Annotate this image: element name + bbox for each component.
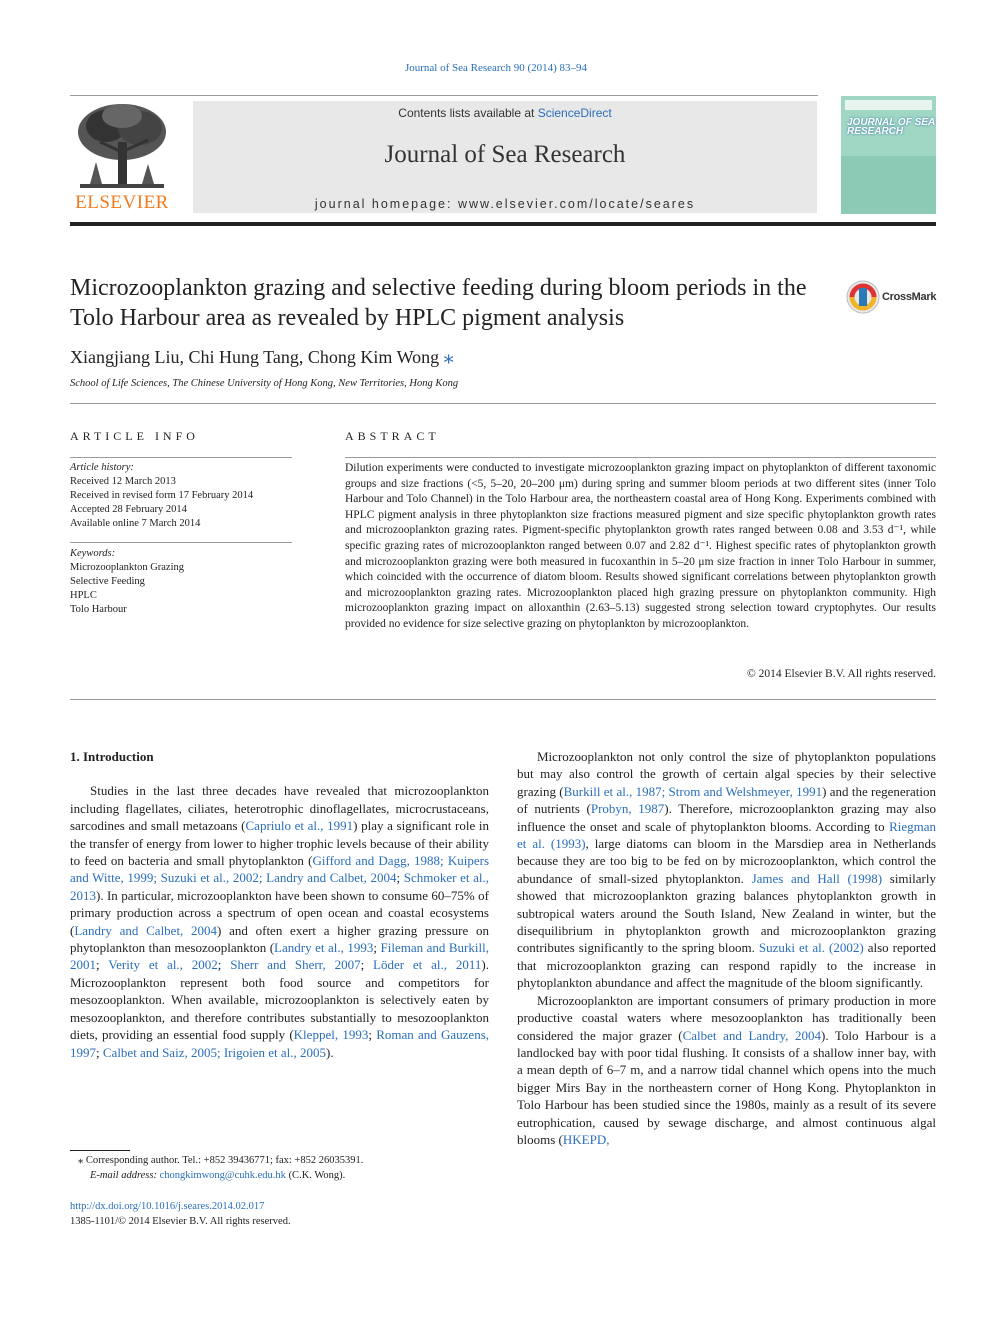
intro-paragraph <box>70 782 489 1061</box>
citation-link[interactable]: Gifford and Dagg, 1988; Kuipers and Witte, 1999; Suzuki et al., 2002; Landry and Calbet, 2004 <box>70 853 490 886</box>
citation-link[interactable]: James and Hall (1998) <box>751 870 883 886</box>
abstract-heading: ABSTRACT <box>345 429 440 443</box>
affiliation: School of Life Sciences, The Chinese University of Hong Kong, New Territories, Hong Kong <box>70 378 459 389</box>
abstract-end-rule <box>70 699 936 700</box>
article-history <box>70 461 292 531</box>
doi-link[interactable]: http://dx.doi.org/10.1016/j.seares.2014.02.017 <box>70 1201 265 1212</box>
keywords-label: Keywords: <box>70 548 116 559</box>
email-label: E-mail address: <box>90 1169 160 1181</box>
crossmark-icon <box>846 280 880 314</box>
elsevier-logo[interactable] <box>70 102 174 214</box>
citation-link[interactable]: Verity et al., 2002 <box>108 957 218 973</box>
elsevier-tree-icon <box>70 102 174 190</box>
homepage-line <box>193 197 817 211</box>
keyword-item: Selective Feeding <box>70 576 145 587</box>
history-online: Available online 7 March 2014 <box>70 518 201 529</box>
paragraph-text: ; <box>396 870 404 886</box>
paragraph-text: ; <box>217 957 231 973</box>
paragraph-text: ; <box>368 1027 377 1043</box>
email-note <box>70 1169 489 1184</box>
journal-reference-link[interactable]: Journal of Sea Research 90 (2014) 83–94 <box>404 62 588 74</box>
paragraph-text: ) play a significant role in the transfer of energy from lower to higher trophic levels because of their ability to feed on bacteria and small phytoplankton ( <box>70 818 489 869</box>
journal-cover-thumbnail[interactable] <box>841 96 936 214</box>
keyword-item: Tolo Harbour <box>70 604 127 615</box>
citation-link[interactable]: Burkill et al., 1987; Strom and Welshmeyer, 1991 <box>563 783 823 799</box>
sciencedirect-link[interactable]: ScienceDirect <box>537 106 612 120</box>
header-top-rule <box>70 95 818 96</box>
paragraph-text: Microzooplankton not only control the size of phytoplankton populations but may also control the growth of certain algal species by their selective grazing ( <box>517 749 936 799</box>
contents-prefix: Contents lists available at <box>398 106 538 120</box>
journal-title: Journal of Sea Research <box>384 141 626 168</box>
paragraph-text: ). In particular, microzooplankton have been shown to consume 60–75% of primary production across a spectrum of open ocean and coastal ecosystems ( <box>70 887 489 938</box>
citation-link[interactable]: Riegman et al. (1993) <box>517 818 936 852</box>
keyword-item: HPLC <box>70 590 97 601</box>
article-info-rule <box>70 457 292 458</box>
citation-link[interactable]: Löder et al., 2011 <box>373 957 482 973</box>
cover-lower-panel <box>841 156 936 214</box>
citation-link[interactable]: Capriulo et al., 1991 <box>245 818 354 834</box>
cover-title: JOURNAL OF SEA RESEARCH <box>847 117 935 137</box>
paragraph-text: ). Microzooplankton represent both food source and competitors for mesozooplankton. When available, microzooplankton is selectively eaten by mesozooplankton, and therefore contributes substantially to mesozooplankton diets, providing an essential food supply ( <box>70 957 489 1043</box>
citation-link[interactable]: Landry and Calbet, 2004 <box>74 922 218 938</box>
intro-paragraph <box>517 992 936 1149</box>
abstract-text: Dilution experiments were conducted to investigate microzooplankton grazing impact on phytoplankton of different taxonomic groups and size fractions (<5, 5–20, 20–200 μm) during spring and summer bloom periods at two different sites (inner Tolo Harbour and Tolo Channel) in the Tolo Harbour area, the northeastern coastal area of Hong Kong. Experiments combined with HPLC pigment analysis in three phytoplankton size fractions measured pigment and size specific phytoplankton growth rates and microzooplankton grazing rates. Pigment-specific phytoplankton growth rates ranged between 0.08 and 3.53 d⁻¹, while specific grazing rates of microzooplankton ranged between 0.07 and 2.82 d⁻¹. Highest specific rates of phytoplankton growth and microzooplankton grazing were both measured in fucoxanthin in 5–20 μm size fraction in inner Tolo Harbour in summer, which coincided with the occurrence of diatom bloom. Results showed significant correlations between phytoplankton growth and microzooplankton grazing rates. Microzooplankton placed high grazing pressure on phytoplankton community. High microzooplankton grazing impact on alloxanthin (2.63–5.13) suggested strong selection toward cryptophytes. Our results provided no evidence for size selective grazing on phytoplankton by microzooplankton. <box>345 462 936 630</box>
history-received: Received 12 March 2013 <box>70 476 176 487</box>
abstract-rule <box>345 457 936 458</box>
paragraph-text: ). Tolo Harbour is a landlocked bay with poor tidal flushing. It consists of a shallow inner bay, with a mean depth of 6–7 m, and a narrow tidal channel which opens into the much bigger Mirs Bay in the northeastern corner of Hong Kong. Phytoplankton in Tolo Harbour has been studied since the 1980s, mainly as a result of its severe eutrophication, caused by sewage discharge, and almost continuous algal blooms ( <box>517 1027 937 1147</box>
history-accepted: Accepted 28 February 2014 <box>70 504 187 515</box>
corresponding-author-text: Corresponding author. Tel.: +852 39436771; fax: +852 26035391. <box>85 1155 364 1166</box>
paragraph-text: ) and often exert a higher grazing pressure on phytoplankton than mesozooplankton ( <box>70 922 489 956</box>
footnote-rule <box>70 1150 130 1151</box>
history-revised: Received in revised form 17 February 2014 <box>70 490 254 501</box>
citation-link[interactable]: Kleppel, 1993 <box>293 1027 369 1043</box>
paragraph-text: ). <box>326 1044 334 1060</box>
footnotes <box>70 1154 489 1183</box>
author-list <box>70 344 454 369</box>
paragraph-text: also reported that microzooplankton grazing can respond rapidly to the increase in phytoplankton abundance and affect the magnitude of the bloom significantly. <box>517 940 936 991</box>
crossmark-label: CrossMark <box>882 291 937 303</box>
crossmark-badge[interactable] <box>846 280 946 316</box>
section-heading-introduction: 1. Introduction <box>70 749 154 764</box>
paragraph-text: Microzooplankton are important consumers of primary production in more productive coastal waters where mesozooplankton has traditionally been considered the major grazer ( <box>517 992 936 1043</box>
citation-link[interactable]: Sherr and Sherr, 2007 <box>230 957 361 973</box>
article-info-heading: ARTICLE INFO <box>70 429 199 443</box>
article-title: Microzooplankton grazing and selective feeding during bloom periods in the Tolo Harbour area as revealed by HPLC pigment analysis <box>70 275 807 331</box>
contents-line <box>193 106 817 120</box>
corresponding-author-mark[interactable]: ⁎ <box>443 346 454 368</box>
citation-link[interactable]: Suzuki et al. (2002) <box>758 940 864 956</box>
abstract-copyright: © 2014 Elsevier B.V. All rights reserved. <box>747 668 936 680</box>
paragraph-text: , large diatoms can bloom in the Marsdiep area in Netherlands because they are too big to be fed on by microzooplankton, which control the abundance of small-sized phytoplankton. <box>517 836 936 886</box>
citation-link[interactable]: Calbet and Saiz, 2005; Irigoien et al., 2005 <box>102 1044 326 1060</box>
paragraph-text: ; <box>360 957 374 973</box>
paragraph-text: ). Therefore, microzooplankton grazing may also influence the onset and scale of phytoplankton blooms. According to <box>517 801 937 834</box>
citation-link[interactable]: HKEPD, <box>562 1131 610 1147</box>
body-column-left <box>70 748 489 1061</box>
history-label: Article history: <box>70 462 134 473</box>
paragraph-text: ; <box>373 940 381 956</box>
homepage-label: journal homepage: <box>314 197 458 211</box>
paragraph-text: ; <box>96 957 109 973</box>
footnote-mark: ⁎ <box>78 1155 84 1166</box>
email-link[interactable]: chongkimwong@cuhk.edu.hk <box>159 1169 286 1181</box>
paragraph-text: ) and the regeneration of nutrients ( <box>517 783 937 817</box>
corresponding-author-note <box>70 1154 489 1169</box>
citation-link[interactable]: Schmoker et al., 2013 <box>70 870 489 903</box>
paragraph-text: ; <box>96 1044 103 1060</box>
header-bottom-rule <box>70 222 936 226</box>
paragraph-text: Studies in the last three decades have revealed that microzooplankton including flagellates, ciliates, heterotrophic dinoflagellates, microcrustaceans, sarcodines and small metazoans ( <box>70 783 489 834</box>
issn-copyright: 1385-1101/© 2014 Elsevier B.V. All rights reserved. <box>70 1215 291 1227</box>
citation-link[interactable]: Calbet and Landry, 2004 <box>682 1027 821 1043</box>
paragraph-text: similarly showed that microzooplankton grazing balances phytoplankton growth in subtropical waters around the South Island, New Zealand in winter, but the disequilibrium in phytoplankton growth and microzooplankton grazing contributes significantly to the spring bloom. <box>517 870 936 956</box>
keywords-rule <box>70 542 292 543</box>
citation-link[interactable]: Fileman and Burkill, 2001 <box>70 940 489 973</box>
keywords <box>70 547 292 617</box>
citation-link[interactable]: Roman and Gauzens, 1997 <box>70 1027 489 1060</box>
intro-paragraph <box>517 748 936 992</box>
author-names: Xiangjiang Liu, Chi Hung Tang, Chong Kim Wong <box>70 347 440 367</box>
citation-link[interactable]: Landry et al., 1993 <box>274 940 374 956</box>
elsevier-wordmark: ELSEVIER <box>75 192 169 213</box>
homepage-url-link[interactable]: www.elsevier.com/locate/seares <box>457 197 696 211</box>
affiliation-rule <box>70 403 936 404</box>
body-column-right <box>517 748 936 1148</box>
journal-header-band <box>193 101 817 213</box>
cover-top-strip <box>845 100 932 110</box>
citation-link[interactable]: Probyn, 1987 <box>590 801 665 817</box>
doi-block <box>70 1200 489 1229</box>
email-suffix: (C.K. Wong). <box>285 1169 346 1181</box>
keyword-item: Microzooplankton Grazing <box>70 562 185 573</box>
